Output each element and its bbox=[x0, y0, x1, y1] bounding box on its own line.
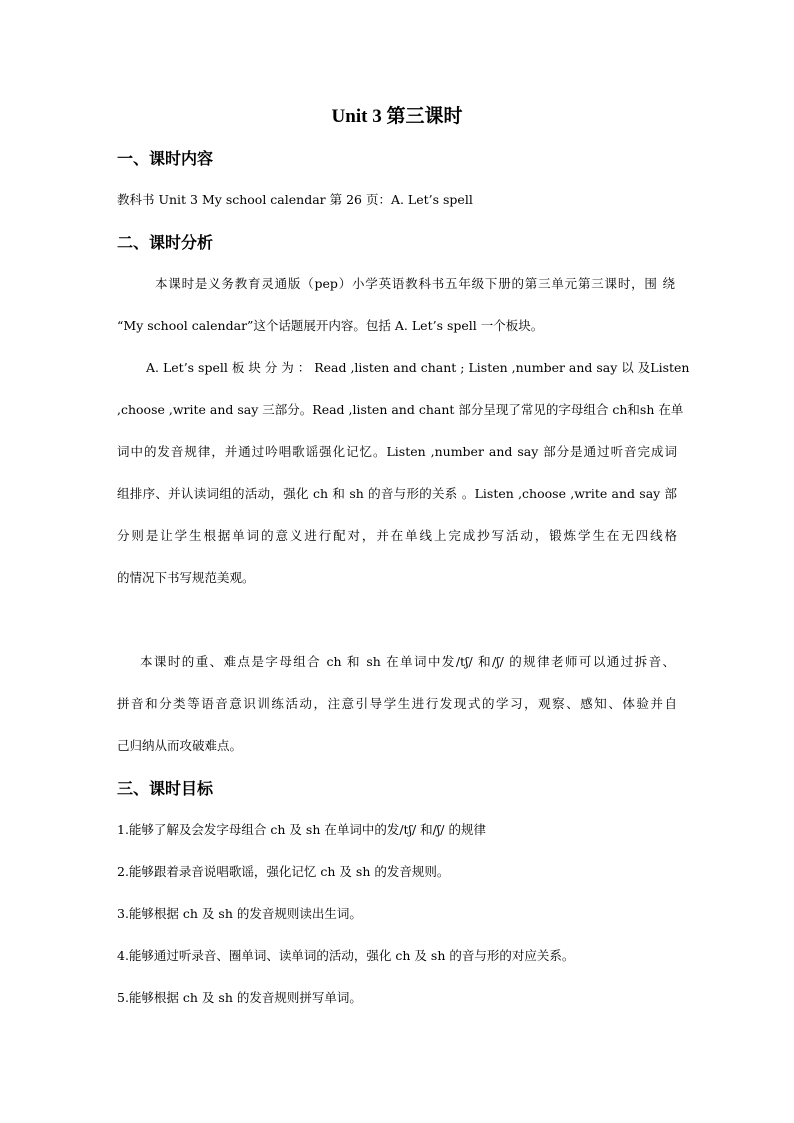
goal-item: 2.能够跟着录音说唱歌谣，强化记忆 ch 及 sh 的发音规则。 bbox=[117, 864, 450, 879]
analysis-paragraph-1-line-2: “My school calendar”这个话题展开内容。包括 A. Let’s spell 一个板块。 bbox=[117, 318, 544, 333]
goal-item: 4.能够通过听录音、圈单词、读单词的活动，强化 ch 及 sh 的音与形的对应关系。 bbox=[117, 948, 575, 963]
analysis-paragraph-1-line-1: 本课时是义务教育灵通版（pep）小学英语教科书五年级下册的第三单元第三课时，围 绕 bbox=[155, 276, 675, 291]
section-heading-goals: 三、课时目标 bbox=[117, 779, 214, 798]
analysis-paragraph-2-line-6: 的情况下书写规范美观。 bbox=[117, 570, 255, 585]
analysis-paragraph-2-line-2: ,choose ,write and say 三部分。Read ,listen and chant 部分呈现了常见的字母组合 ch和sh 在单 bbox=[117, 402, 684, 417]
goal-item: 5.能够根据 ch 及 sh 的发音规则拼写单词。 bbox=[117, 990, 362, 1005]
goal-item: 1.能够了解及会发字母组合 ch 及 sh 在单词中的发/tʃ/ 和/ʃ/ 的规律 bbox=[117, 822, 486, 837]
analysis-paragraph-2-line-5: 分则是让学生根据单词的意义进行配对，并在单线上完成抄写活动，锻炼学生在无四线格 bbox=[117, 528, 677, 543]
content-text: 教科书 Unit 3 My school calendar 第 26 页：A. Let’s spell bbox=[117, 192, 473, 207]
goal-item: 3.能够根据 ch 及 sh 的发音规则读出生词。 bbox=[117, 906, 362, 921]
analysis-paragraph-2-line-4: 组排序、并认读词组的活动，强化 ch 和 sh 的音与形的关系 。Listen ,choose ,write and say 部 bbox=[117, 486, 677, 501]
section-heading-content: 一、课时内容 bbox=[117, 149, 214, 168]
analysis-paragraph-3-line-2: 拼音和分类等语音意识训练活动，注意引导学生进行发现式的学习，观察、感知、体验并自 bbox=[117, 696, 677, 711]
analysis-paragraph-2-line-3: 词中的发音规律，并通过吟唱歌谣强化记忆。Listen ,number and say 部分是通过听音完成词 bbox=[117, 444, 677, 459]
analysis-paragraph-3-line-1: 本课时的重、难点是字母组合 ch 和 sh 在单词中发/tʃ/ 和/ʃ/ 的规律老师可以通过拆音、 bbox=[140, 654, 675, 669]
document-title: Unit 3 第三课时 bbox=[331, 106, 463, 127]
analysis-paragraph-2-line-1: A. Let’s spell 板 块 分 为 ： Read ,listen and chant ; Listen ,number and say 以 及Listen bbox=[146, 360, 690, 375]
section-heading-analysis: 二、课时分析 bbox=[117, 233, 214, 252]
analysis-paragraph-3-line-3: 己归纳从而攻破难点。 bbox=[117, 738, 243, 753]
